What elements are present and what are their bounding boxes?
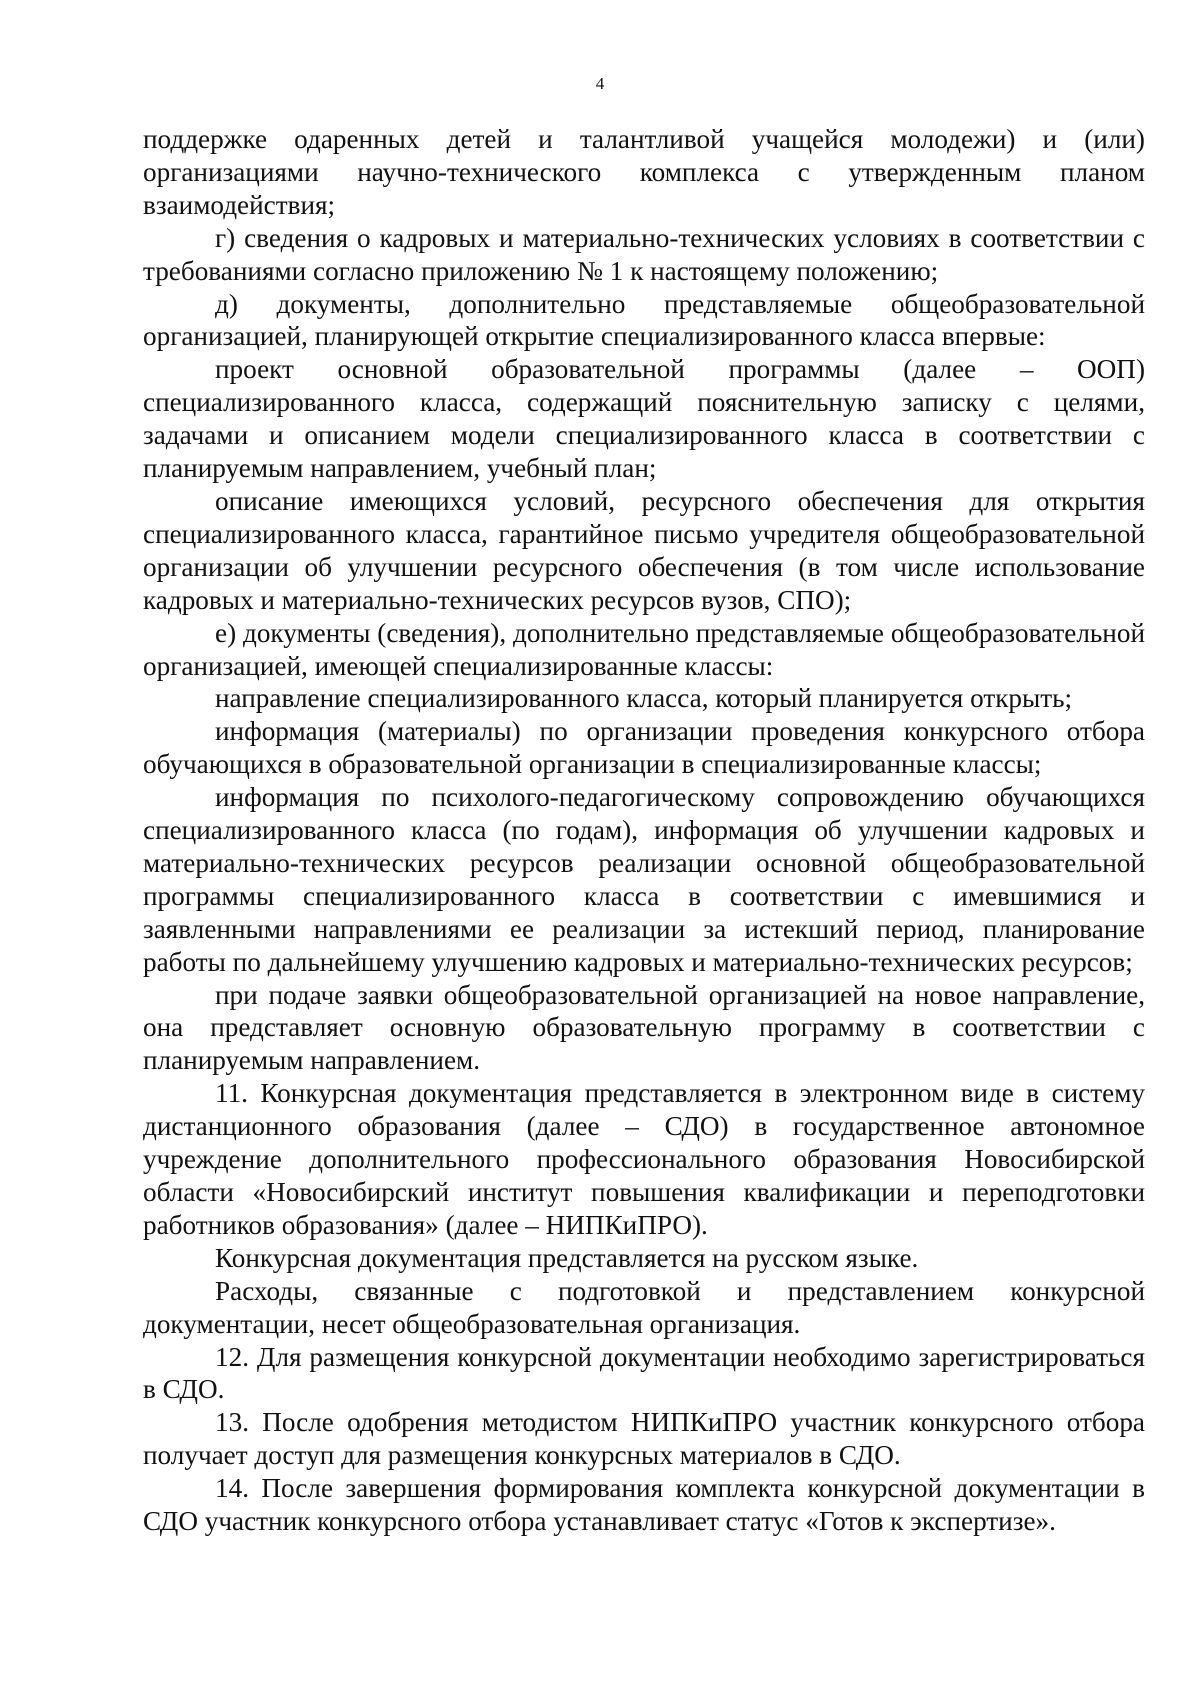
document-body — [143, 123, 1145, 1538]
paragraph-continuation: поддержке одаренных детей и талантливой учащейся молодежи) и (или) организациями научно-технического комплекса с утвержденным планом взаимодействия; — [143, 124, 1145, 220]
paragraph-12: 12. Для размещения конкурсной документации необходимо зарегистрироваться в СДО. — [143, 1341, 1145, 1405]
paragraph-item-d: д) документы, дополнительно представляемые общеобразовательной организацией, планирующей открытие специализированного класса впервые: — [143, 288, 1145, 352]
paragraph-item-g: г) сведения о кадровых и материально-технических условиях в соответствии с требованиями согласно приложению № 1 к настоящему положению; — [143, 222, 1145, 286]
paragraph-13: 13. После одобрения методистом НИПКиПРО участник конкурсного отбора получает доступ для размещения конкурсных материалов в СДО. — [143, 1407, 1145, 1471]
paragraph-support-info: информация по психолого-педагогическому сопровождению обучающихся специализированного класса (по годам), информация об улучшении кадровых и материально-технических ресурсов реализации основной общеобразовательной программы специализированного класса в соответствии с имевшимися и заявленными направлениями ее реализации за истекший период, планирование работы по дальнейшему улучшению кадровых и материально-технических ресурсов; — [143, 782, 1145, 977]
paragraph-item-e: е) документы (сведения), дополнительно представляемые общеобразовательной организацией, имеющей специализированные классы: — [143, 617, 1145, 681]
paragraph-class-direction: направление специализированного класса, который планируется открыть; — [215, 683, 1073, 714]
paragraph-oop-project: проект основной образовательной программы (далее – ООП) специализированного класса, содержащий пояснительную записку с целями, задачами и описанием модели специализированного класса в соответствии с планируемым направлением, учебный план; — [143, 354, 1145, 484]
page-number: 4 — [595, 74, 605, 93]
paragraph-expenses: Расходы, связанные с подготовкой и представлением конкурсной документации, несет общеобразовательная организация. — [143, 1275, 1145, 1339]
paragraph-language: Конкурсная документация представляется на русском языке. — [215, 1242, 919, 1273]
paragraph-new-direction: при подаче заявки общеобразовательной организацией на новое направление, она представляет основную образовательную программу в соответствии с планируемым направлением. — [143, 979, 1145, 1076]
paragraph-conditions-description: описание имеющихся условий, ресурсного обеспечения для открытия специализированного класса, гарантийное письмо учредителя общеобразовательной организации об улучшении ресурсного обеспечения (в том числе использование кадровых и материально-технических ресурсов вузов, СПО); — [143, 485, 1145, 615]
paragraph-selection-info: информация (материалы) по организации проведения конкурсного отбора обучающихся в образовательной организации в специализированные классы; — [143, 716, 1145, 780]
paragraph-11: 11. Конкурсная документация представляется в электронном виде в систему дистанционного образования (далее – СДО) в государственное автономное учреждение дополнительного профессионального образования Новосибирской области «Новосибирский институт повышения квалификации и переподготовки работников образования» (далее – НИПКиПРО). — [143, 1078, 1145, 1240]
paragraph-14: 14. После завершения формирования комплекта конкурсной документации в СДО участник конкурсного отбора устанавливает статус «Готов к экспертизе». — [143, 1473, 1145, 1537]
